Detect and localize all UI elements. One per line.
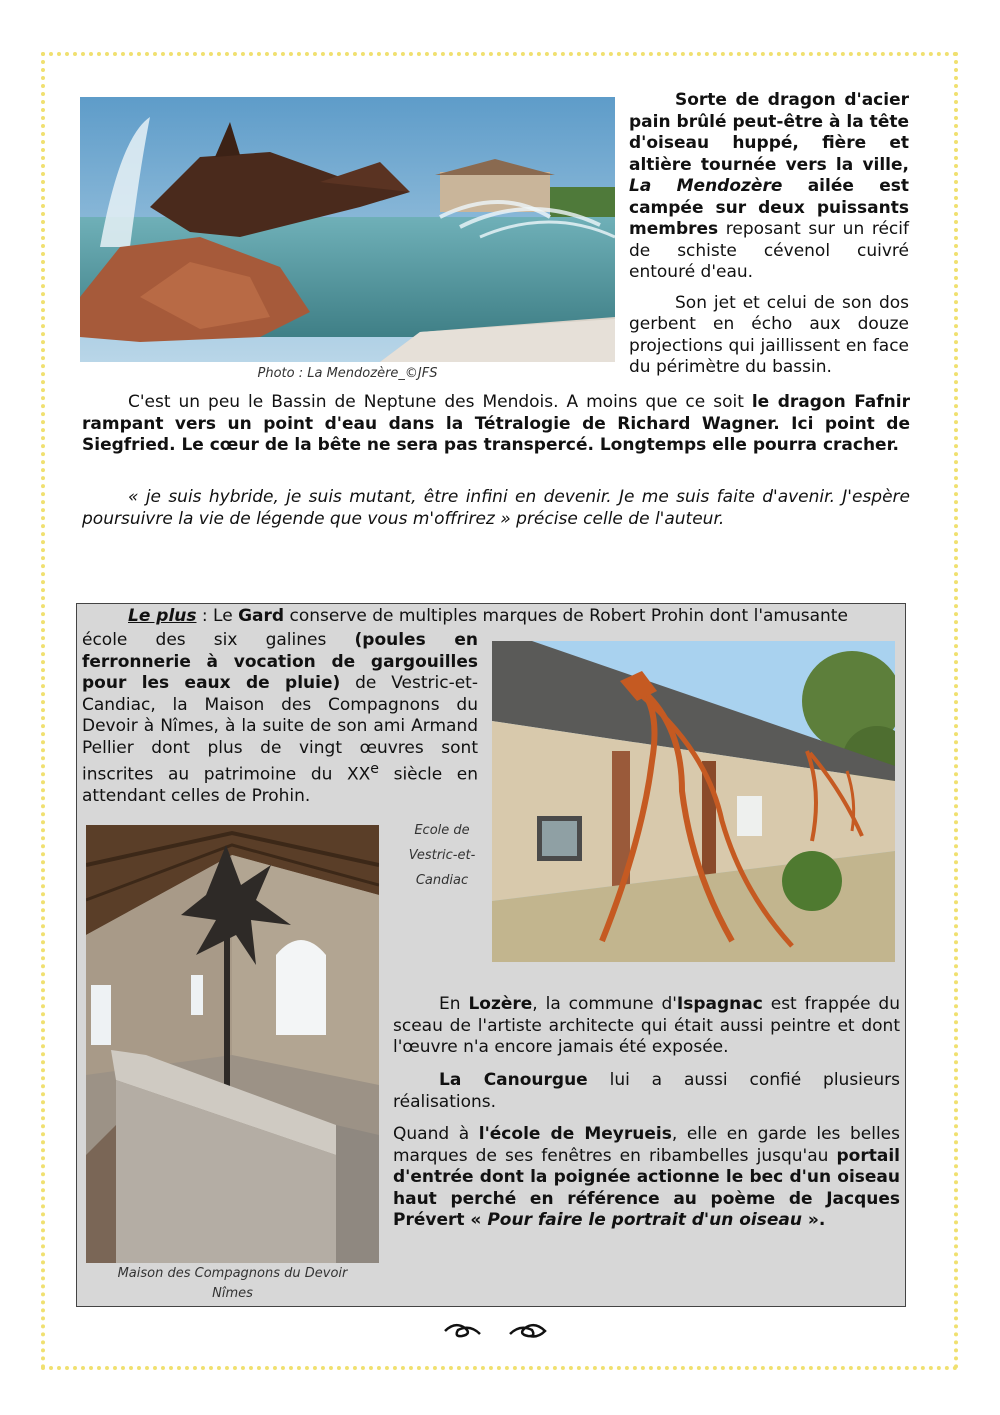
body-text: de Vestric-et-Candiac, la Maison des Compagnons du Devoir à Nîmes, à la suite de son ami Armand Pellier dont plus de vingt œuvres sont inscrites au patrimoine du XX <box>82 673 478 785</box>
le-plus-label: Le plus <box>128 606 197 626</box>
dragon-description-paragraph <box>629 90 909 284</box>
gard-label: Gard <box>238 606 285 626</box>
body-text: lui a aussi confié plusieurs réalisations. <box>393 1070 900 1112</box>
canourgue-paragraph <box>393 1070 900 1113</box>
bold-text: l'école de Meyrueis <box>478 1124 672 1144</box>
intro-column <box>629 90 909 379</box>
bold-text: portail d'entrée dont la poignée actionne le bec d'un oiseau haut perché en référence au poème de Jacques Prévert « <box>393 1145 900 1230</box>
mendozere-photo <box>80 97 615 362</box>
poem-title: Pour faire le portrait d'un oiseau <box>487 1210 802 1230</box>
bold-text: ». <box>802 1210 826 1230</box>
caption-line: Maison des Compagnons du Devoir <box>117 1266 348 1281</box>
gard-paragraph <box>82 630 478 808</box>
mendozere-photo-caption: Photo : La Mendozère_©JFS <box>257 366 438 381</box>
lozere-label: Lozère <box>468 994 533 1014</box>
caption-line: Candiac <box>415 873 469 888</box>
maison-photo-caption <box>86 1264 379 1304</box>
bold-text: le dragon Fafnir rampant vers un point d'eau dans la Tétralogie de Richard Wagner. Ici point de Siegfried. Le cœur de la bête ne sera pas transpercé. Longtemps elle pourra cracher. <box>82 392 910 455</box>
caption-line: Ecole de <box>414 823 470 838</box>
jet-paragraph: Son jet et celui de son dos gerbent en écho aux douze projections qui jaillissent en face du périmètre du bassin. <box>629 292 909 377</box>
body-text: , la commune d' <box>532 994 677 1014</box>
le-plus-heading-line <box>82 606 902 628</box>
bold-text: Sorte de dragon d'acier pain brûlé peut-être à la tête d'oiseau huppé, fière et altière tournée vers la ville, <box>629 90 909 175</box>
body-text: : Le <box>196 606 239 626</box>
body-text: école des six galines <box>82 630 355 650</box>
ornament-swirl-icon <box>440 1316 560 1346</box>
bold-text: (poules en ferronnerie à vocation de gargouilles pour les eaux de pluie) <box>82 630 478 693</box>
body-text: siècle en attendant celles de Prohin. <box>82 764 478 807</box>
body-text: reposant sur un récif de schiste cévenol cuivré entouré d'eau. <box>629 219 909 282</box>
body-text: est frappée du sceau de l'artiste architecte qui était aussi peintre et dont l'œuvre n'a encore jamais été exposée. <box>393 994 900 1057</box>
body-text: précise celle de l'auteur. <box>510 508 725 529</box>
sculpture-name: La Mendozère <box>629 176 783 196</box>
canourgue-label: La Canourgue <box>439 1070 588 1090</box>
caption-line: Vestric-et- <box>408 848 476 863</box>
bold-text: ailée est campée sur deux puissants membres <box>629 176 909 239</box>
bassin-paragraph <box>82 392 910 457</box>
body-text: , elle en garde les belles marques de ses fenêtres en ribambelles jusqu'au <box>393 1124 900 1166</box>
quote-paragraph <box>82 487 910 530</box>
body-text: C'est un peu le Bassin de Neptune des Mendois. A moins que ce soit <box>128 392 752 412</box>
superscript: e <box>370 761 380 777</box>
lozere-paragraph <box>393 994 900 1059</box>
quote-text: « je suis hybride, je suis mutant, être infini en devenir. Je me suis faite d'avenir. J'espère poursuivre la vie de légende que vous m'offrirez » <box>82 487 910 529</box>
maison-compagnons-photo <box>86 825 379 1263</box>
body-text: conserve de multiples marques de Robert Prohin dont l'amusante <box>284 606 848 626</box>
ecole-vestric-photo <box>492 641 895 962</box>
ispagnac-label: Ispagnac <box>676 994 763 1014</box>
body-text: Quand à <box>393 1124 479 1144</box>
caption-line: Nîmes <box>212 1286 253 1301</box>
meyrueis-paragraph <box>393 1124 900 1232</box>
body-text: En <box>439 994 469 1014</box>
ecole-photo-caption <box>400 818 484 893</box>
